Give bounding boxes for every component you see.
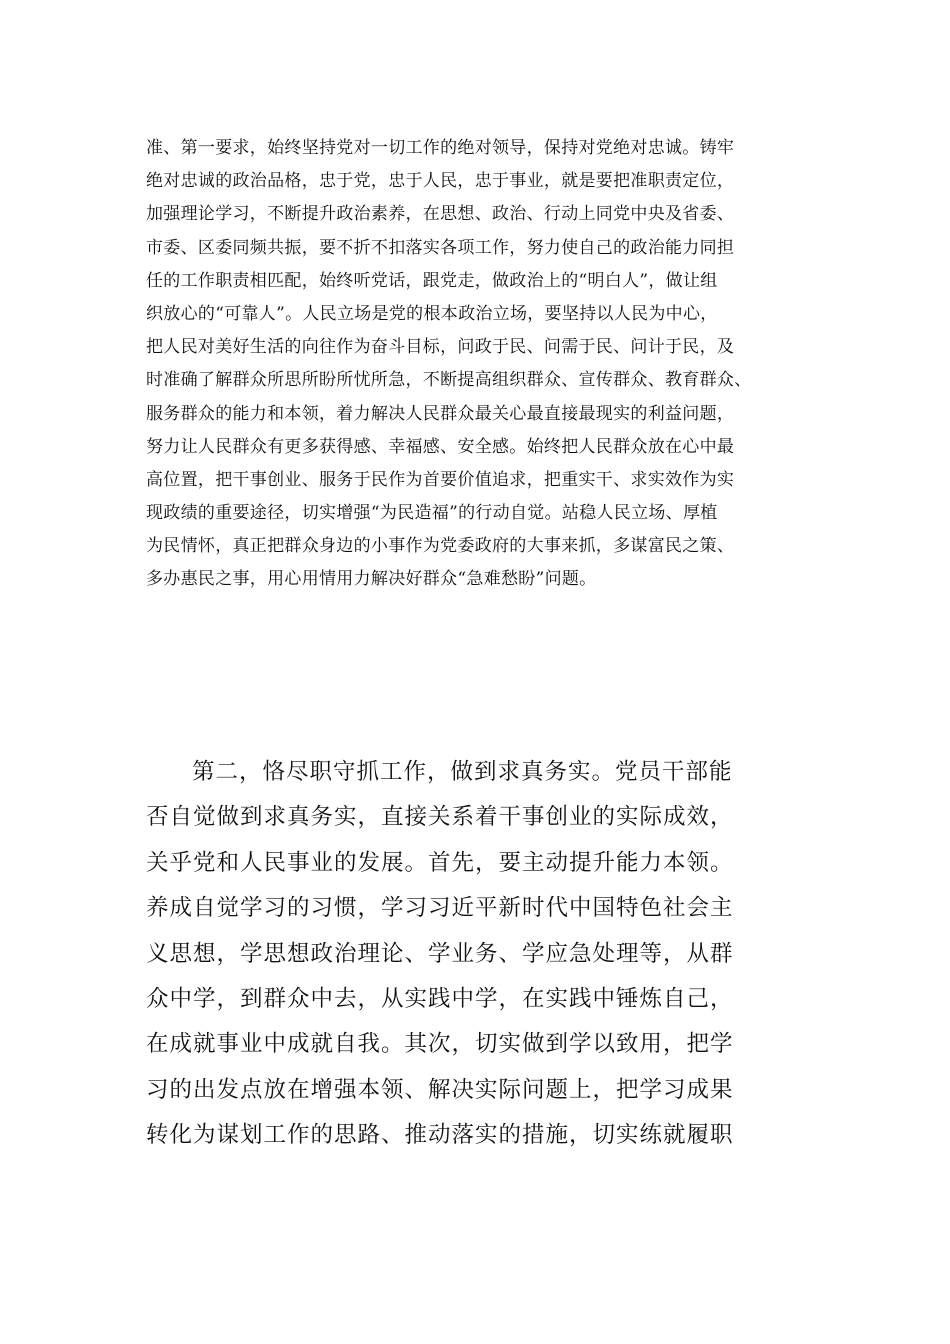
text-line: 绝对忠诚的政治品格，忠于党，忠于人民，忠于事业，就是要把准职责定位，: [146, 171, 735, 192]
text-line: 服务群众的能力和本领，着力解决人民群众最关心最直接最现实的利益问题，: [146, 403, 735, 424]
text-line: 众中学，到群众中去，从实践中学，在实践中锤炼自己，: [146, 985, 734, 1012]
text-line: 现政绩的重要途径，切实增强“为民造福”的行动自觉。站稳人民立场、厚植: [146, 503, 718, 524]
text-line: 努力让人民群众有更多获得感、幸福感、安全感。始终把人民群众放在心中最: [146, 436, 735, 457]
text-line: 养成自觉学习的习惯，学习习近平新时代中国特色社会主: [146, 895, 734, 922]
paragraph-2: [146, 750, 826, 1159]
paragraph-1: [146, 132, 826, 597]
text-line: 市委、区委同频共振，要不折不扣落实各项工作，努力使自己的政治能力同担: [146, 237, 735, 258]
text-line: 高位置，把干事创业、服务于民作为首要价值追求，把重实干、求实效作为实: [146, 469, 735, 490]
text-line: 把人民对美好生活的向往作为奋斗目标，问政于民、问需于民、问计于民，及: [146, 337, 735, 358]
text-line: 加强理论学习，不断提升政治素养，在思想、政治、行动上同党中央及省委、: [146, 204, 735, 225]
text-line: 时准确了解群众所思所盼所忧所急，不断提高组织群众、宣传群众、教育群众、: [146, 370, 752, 391]
text-line: 在成就事业中成就自我。其次，切实做到学以致用，把学: [146, 1031, 734, 1058]
text-line: 转化为谋划工作的思路、推动落实的措施，切实练就履职: [146, 1122, 734, 1149]
text-line: 准、第一要求，始终坚持党对一切工作的绝对领导，保持对党绝对忠诚。铸牢: [146, 138, 735, 158]
text-line: 多办惠民之事，用心用情用力解决好群众“急难愁盼”问题。: [146, 569, 597, 590]
text-line: 任的工作职责相匹配，始终听党话，跟党走，做政治上的“明白人”，做让组: [146, 270, 718, 291]
text-line: 义思想，学思想政治理论、学业务、学应急处理等，从群: [146, 940, 734, 967]
text-line: 第二，恪尽职守抓工作，做到求真务实。党员干部能: [192, 759, 733, 785]
text-line: 习的出发点放在增强本领、解决实际问题上，把学习成果: [146, 1076, 734, 1103]
text-line: 否自觉做到求真务实，直接关系着干事创业的实际成效，: [146, 804, 734, 831]
text-line: 关乎党和人民事业的发展。首先，要主动提升能力本领。: [146, 849, 734, 876]
text-line: 织放心的“可靠人”。人民立场是党的根本政治立场，要坚持以人民为中心，: [146, 303, 718, 324]
text-line: 为民情怀，真正把群众身边的小事作为党委政府的大事来抓，多谋富民之策、: [146, 536, 735, 557]
